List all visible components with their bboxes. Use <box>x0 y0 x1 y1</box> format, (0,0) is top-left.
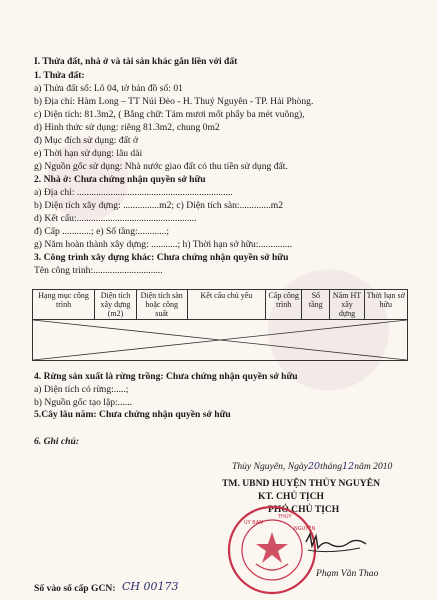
table-row <box>33 320 408 361</box>
forest-origin: b) Nguồn gốc tạo lập:...... <box>34 397 133 408</box>
svg-text:THỦY: THỦY <box>278 514 292 520</box>
usage-term: e) Thời hạn sử dụng: lâu dài <box>34 148 143 159</box>
perennial-heading: 5.Cây lâu năm: Chưa chứng nhận quyền sở hữu <box>34 409 231 420</box>
house-grade: đ) Cấp ............; e) Số tầng:............; <box>34 226 170 237</box>
house-area: b) Diện tích xây dựng: ...............m2; c) Diện tích sàn:.............m2 <box>34 200 284 211</box>
works-table <box>32 289 408 361</box>
col-year: Năm HT xây dựng <box>330 290 364 320</box>
issue-date: Thùy Nguyên, Ngày20tháng12năm 2010 <box>232 461 393 472</box>
date-day: 20 <box>307 461 321 472</box>
house-heading: 2. Nhà ở: Chưa chứng nhận quyền sở hữu <box>34 174 206 185</box>
col-floor-area: Diện tích sàn hoặc công suất <box>136 290 187 320</box>
cross-out-lines <box>33 320 407 360</box>
usage-origin: g) Nguồn gốc sử dụng: Nhà nước giao đất có thu tiền sử dụng đất. <box>34 161 288 172</box>
svg-text:ỦY BAN: ỦY BAN <box>244 520 263 526</box>
col-term: Thời hạn sở hữu <box>364 290 407 320</box>
handwritten-signature <box>300 520 370 560</box>
col-structure: Kết cấu chủ yếu <box>187 290 266 320</box>
registration-number: CH 00173 <box>122 580 179 593</box>
col-area: Diện tích xây dựng (m2) <box>95 290 137 320</box>
notes-heading: 6. Ghi chú: <box>34 436 80 447</box>
registration-label: Số vào sổ cấp GCN: <box>34 583 116 594</box>
col-grade: Cấp công trình <box>266 290 302 320</box>
forest-area: a) Diện tích có rừng:.....; <box>34 384 129 395</box>
date-month: 12 <box>342 461 355 472</box>
land-plot-heading: 1. Thửa đất: <box>34 70 85 81</box>
svg-text:NGUYÊN: NGUYÊN <box>294 526 316 532</box>
usage-form: d) Hình thức sử dụng: riêng 81.3m2, chung 0m2 <box>34 122 220 133</box>
signer-name: Phạm Văn Thao <box>316 568 379 579</box>
on-behalf: KT. CHỦ TỊCH <box>258 491 325 502</box>
house-year: g) Năm hoàn thành xây dựng: ...........; h) Thời hạn sở hữu:.............. <box>34 239 293 250</box>
area: c) Diện tích: 81.3m2, ( Bằng chữ: Tám mươi mốt phẩy ba mét vuông), <box>34 109 305 120</box>
crossed-out-cell <box>33 320 408 361</box>
house-structure: d) Kết cấu:.................................................. <box>34 213 197 224</box>
plot-number: a) Thửa đất số: Lô 04, tờ bản đồ số: 01 <box>34 83 183 94</box>
house-address: a) Địa chỉ: ................................................................. <box>34 187 233 198</box>
address: b) Địa chỉ: Hàm Long – TT Núi Đèo - H. Thuỷ Nguyên - TP. Hải Phòng. <box>34 96 314 107</box>
col-item: Hạng mục công trình <box>33 290 95 320</box>
usage-purpose: đ) Mục đích sử dụng: đất ở <box>34 135 139 146</box>
other-works-heading: 3. Công trình xây dựng khác: Chưa chứng nhận quyền sở hữu <box>34 252 289 263</box>
col-floors: Số tầng <box>302 290 330 320</box>
issuing-org: TM. UBND HUYỆN THỦY NGUYÊN <box>222 478 381 489</box>
forest-heading: 4. Rừng sản xuất là rừng trồng: Chưa chứng nhận quyền sở hữu <box>34 371 298 382</box>
signer-role: PHÓ CHỦ TỊCH <box>268 504 340 515</box>
section-1-title: I. Thửa đất, nhà ở và tài sản khác gắn liền với đất <box>34 56 238 67</box>
other-works-name: Tên công trình:............................. <box>34 265 163 276</box>
